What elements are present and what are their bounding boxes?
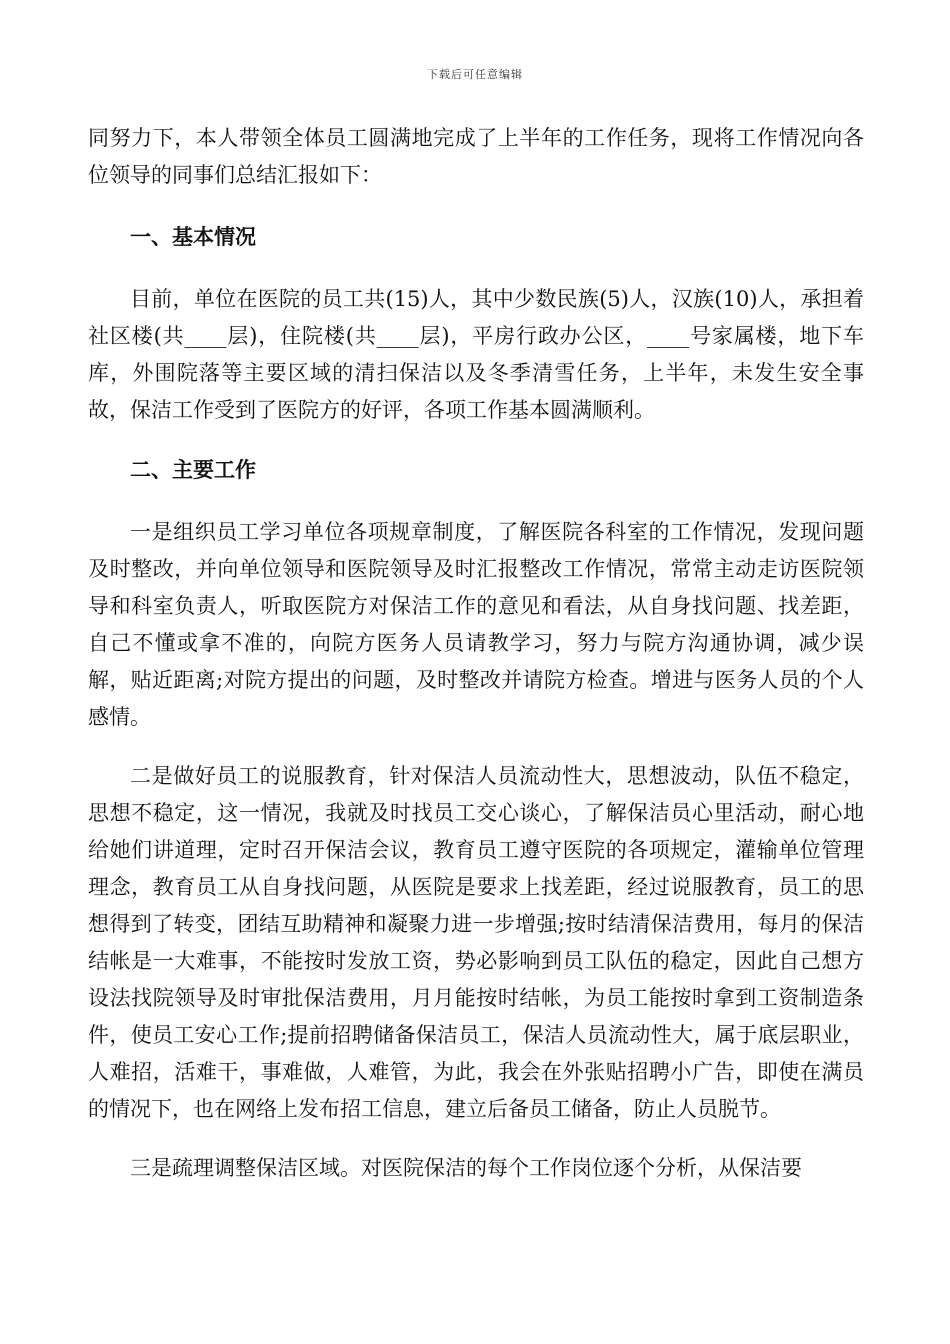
main-work-paragraph-2: 二是做好员工的说服教育，针对保洁人员流动性大，思想波动，队伍不稳定，思想不稳定，这一情况，我就及时找员工交心谈心，了解保洁员心里活动，耐心地给她们讲道理，定时召开保洁会议，教育员工遵守医院的各项规定，灌输单位管理理念，教育员工从自身找问题，从医院是要求上找差距，经过说服教育，员工的思想得到了转变，团结互助精神和凝聚力进一步增强;按时结清保洁费用，每月的保洁结帐是一大难事，不能按时发放工资，势必影响到员工队伍的稳定，因此自己想方设法找院领导及时审批保洁费用，月月能按时结帐，为员工能按时拿到工资制造条件，使员工安心工作;提前招聘储备保洁员工，保洁人员流动性大，属于底层职业，人难招，活难干，事难做，人难管，为此，我会在外张贴招聘小广告，即使在满员的情况下，也在网络上发布招工信息，建立后备员工储备，防止人员脱节。 bbox=[88, 764, 864, 1121]
section-heading-main-work: 二、主要工作 bbox=[130, 457, 256, 482]
document-body bbox=[88, 120, 864, 1209]
basic-situation-paragraph: 目前，单位在医院的员工共(15)人，其中少数民族(5)人，汉族(10)人，承担着社区楼(共____层)，住院楼(共____层)，平房行政办公区，____号家属楼，地下车库，外围院落等主要区域的清扫保洁以及冬季清雪任务，上半年，未发生安全事故，保洁工作受到了医院方的好评，各项工作基本圆满顺利。 bbox=[88, 287, 864, 422]
intro-paragraph: 同努力下，本人带领全体员工圆满地完成了上半年的工作任务，现将工作情况向各位领导的同事们总结汇报如下： bbox=[88, 126, 864, 187]
main-work-paragraph-3: 三是疏理调整保洁区域。对医院保洁的每个工作岗位逐个分析，从保洁要 bbox=[130, 1156, 802, 1180]
section-heading-basic-situation: 一、基本情况 bbox=[130, 224, 256, 249]
main-work-paragraph-1: 一是组织员工学习单位各项规章制度，了解医院各科室的工作情况，发现问题及时整改，并向单位领导和医院领导及时汇报整改工作情况，常常主动走访医院领导和科室负责人，听取医院方对保洁工作的意见和看法，从自身找问题、找差距，自己不懂或拿不准的，向院方医务人员请教学习，努力与院方沟通协调，减少误解，贴近距离;对院方提出的问题，及时整改并请院方检查。增进与医务人员的个人感情。 bbox=[88, 520, 864, 729]
page-header-note: 下载后可任意编辑 bbox=[427, 68, 523, 81]
